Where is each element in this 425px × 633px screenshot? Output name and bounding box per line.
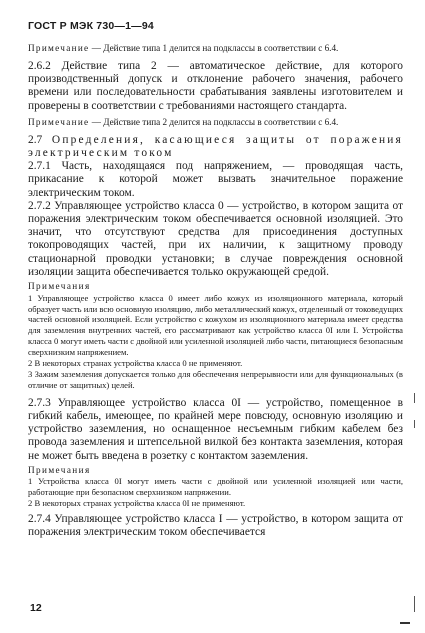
section-title-text: Определения, касающиеся защиты от поражения электрическим током — [28, 133, 403, 160]
notes-heading: Примечания — [28, 281, 91, 292]
clause-2-7-3: 2.7.3 Управляющее устройство класса 0I — устройство, помещенное в гибкий кабель, имеющее, по крайней мере повсюду, основную изоляцию и устройство заземления, но оснащенное несъемным гибким кабелем без провода заземления и штепсельной вилкой без контакта заземления, которая не может быть введена в розетку с контактом заземления. — [28, 396, 403, 462]
note-text: — Действие типа 2 делится на подклассы в соответствии с 6.4. — [89, 116, 339, 127]
notes-heading: Примечания — [28, 464, 91, 475]
note-item: 2 В некоторых странах устройства класса 0 не применяют. — [28, 358, 243, 369]
margin-mark — [414, 420, 415, 428]
document-header: ГОСТ Р МЭК 730—1—94 — [28, 20, 154, 32]
section-number: 2.7 — [28, 133, 43, 146]
margin-mark — [414, 596, 415, 612]
note-item: 1 Управляющее устройство класса 0 имеет либо кожух из изоляционного материала, который образует часть или всю основную изоляцию, либо металлический кожух, отделенный от токоведущих частей основной изоляцией. Если устройство с кожухом из изоляционного материала имеет средства для заземления внутренних частей, его рассматривают как устройство класса 0I или I. Устройства класса 0 могут иметь части с двойной или усиленной изоляцией либо части, питающиеся безопасным сверхнизким напряжением. — [28, 292, 403, 358]
clause-2-6-2: 2.6.2 Действие типа 2 — автоматическое действие, для которого производственный допуск и отклонение рабочего значения, рабочего времени или последовательности срабатывания заявлены изготовителем и проверены в соответствии с требованиями настоящего стандарта. — [28, 60, 403, 112]
note-label: Примечание — [28, 43, 90, 53]
note-item: 2 В некоторых странах устройства класса 0I не применяют. — [28, 498, 246, 509]
note-type-1 — [28, 42, 403, 54]
clause-2-7-1: 2.7.1 Часть, находящаяся под напряжением, — проводящая часть, прикасание к которой может вызвать значительное поражение электрическим током. — [28, 160, 403, 199]
note-label: Примечание — [28, 116, 90, 127]
margin-mark — [400, 622, 410, 624]
clause-2-7-4: 2.7.4 Управляющее устройство класса I — устройство, в котором защита от поражения электрическим током обеспечивается — [28, 513, 403, 539]
note-item: 3 Зажим заземления допускается только для обеспечения непрерывности или для функциональных (в отличие от защитных) целей. — [28, 368, 403, 390]
section-2-7-title — [28, 134, 403, 160]
note-text: — Действие типа 1 делится на подклассы в соответствии с 6.4. — [89, 43, 339, 53]
note-type-2 — [28, 116, 403, 128]
margin-mark — [414, 393, 415, 403]
note-item: 1 Устройства класса 0I могут иметь части с двойной или усиленной изоляцией или части, работающие при безопасном сверхнизком напряжении. — [28, 476, 403, 498]
document-page — [28, 20, 403, 540]
clause-2-7-2: 2.7.2 Управляющее устройство класса 0 — устройство, в котором защита от поражения электрическим током обеспечивается основной изоляцией. Это значит, что отсутствуют средства для присоединения доступных токопроводящих частей, при их наличии, к защитному проводу стационарной проводки установки; в случае повреждения основной изоляции защита обеспечивается только окружающей средой. — [28, 199, 403, 278]
page-number: 12 — [30, 602, 42, 614]
